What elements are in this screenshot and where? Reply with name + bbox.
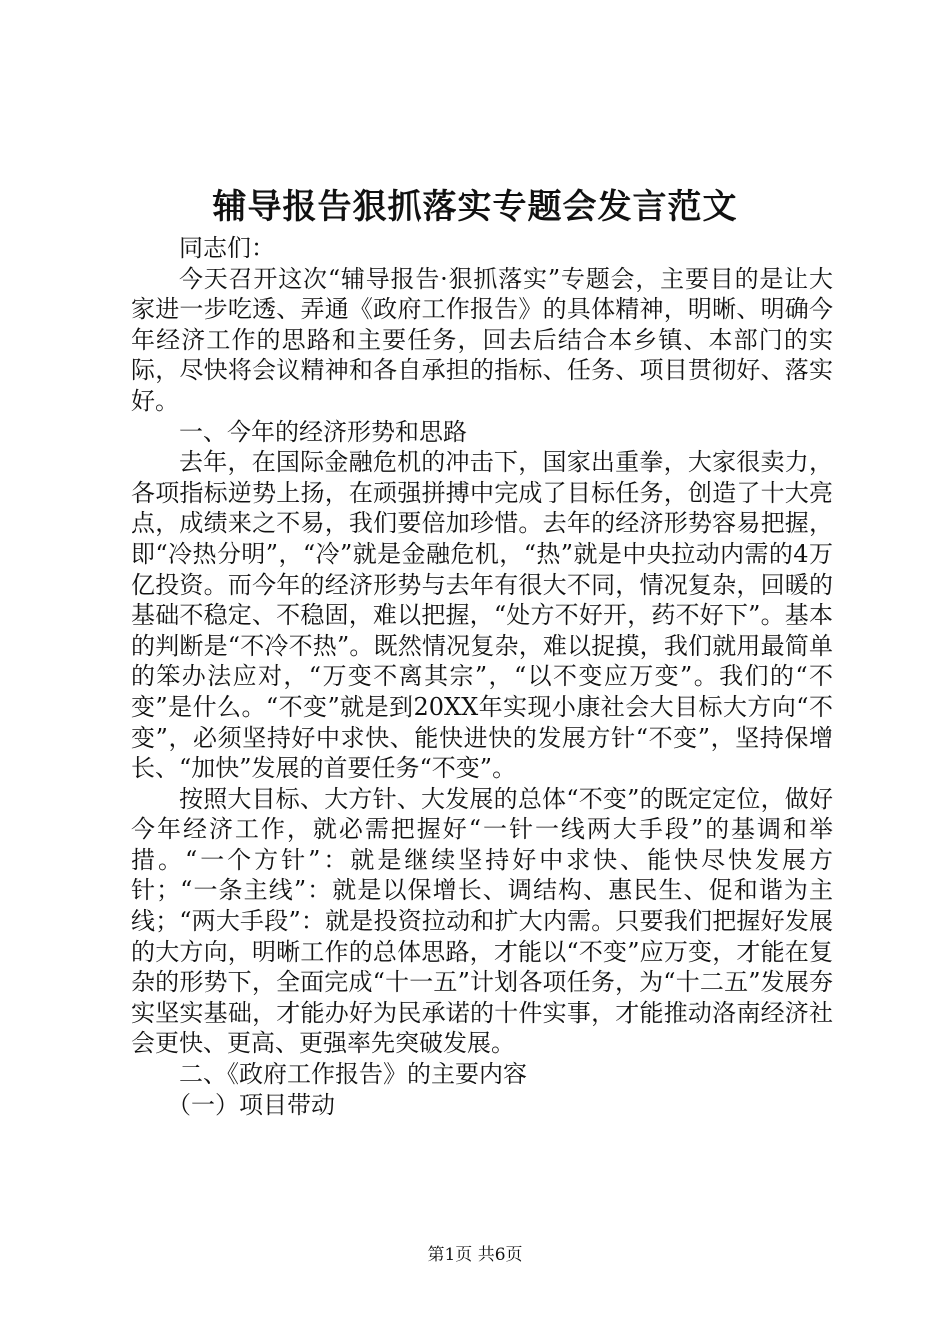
- paragraph-economic-situation: 去年，在国际金融危机的冲击下，国家出重拳，大家很卖力，各项指标逆势上扬，在顽强拼搏中完成了目标任务，创造了十大亮点，成绩来之不易，我们要倍加珍惜。去年的经济形势容易把握，即“冷热分明”，“冷”就是金融危机，“热”就是中央拉动内需的4万亿投资。而今年的经济形势与去年有很大不同，情况复杂，回暖的基础不稳定、不稳固，难以把握，“处方不好开，药不好下”。基本的判断是“不冷不热”。既然情况复杂，难以捉摸，我们就用最简单的笨办法应对，“万变不离其宗”，“以不变应万变”。我们的“不变”是什么。“不变”就是到20XX年实现小康社会大目标大方向“不变”，必须坚持好中求快、能快进快的发展方针“不变”，坚持保增长、“加快”发展的首要任务“不变”。: [131, 448, 833, 783]
- greeting: 同志们：: [179, 234, 275, 262]
- section-heading-1: 一、今年的经济形势和思路: [179, 417, 467, 446]
- subsection-heading-1: （一）项目带动: [167, 1090, 335, 1119]
- document-body: [131, 233, 833, 1120]
- paragraph-guidelines: 按照大目标、大方针、大发展的总体“不变”的既定定位，做好今年经济工作，就必需把握好“一针一线两大手段”的基调和举措。“一个方针”：就是继续坚持好中求快、能快尽快发展方针；“一条主线”：就是以保增长、调结构、惠民生、促和谐为主线；“两大手段”：就是投资拉动和扩大内需。只要我们把握好发展的大方向，明晰工作的总体思路，才能以“不变”应万变，才能在复杂的形势下，全面完成“十一五”计划各项任务，为“十二五”发展夯实坚实基础，才能办好为民承诺的十件实事，才能推动洛南经济社会更快、更高、更强率先突破发展。: [131, 784, 833, 1058]
- paragraph-intro: 今天召开这次“辅导报告·狠抓落实”专题会，主要目的是让大家进一步吃透、弄通《政府工作报告》的具体精神，明晰、明确今年经济工作的思路和主要任务，回去后结合本乡镇、本部门的实际，尽快将会议精神和各自承担的指标、任务、项目贯彻好、落实好。: [131, 264, 833, 415]
- section-heading-2: 二、《政府工作报告》的主要内容: [179, 1060, 527, 1089]
- page-number-footer: 第1页 共6页: [427, 1245, 523, 1265]
- document-title: 辅导报告狠抓落实专题会发言范文: [212, 187, 738, 227]
